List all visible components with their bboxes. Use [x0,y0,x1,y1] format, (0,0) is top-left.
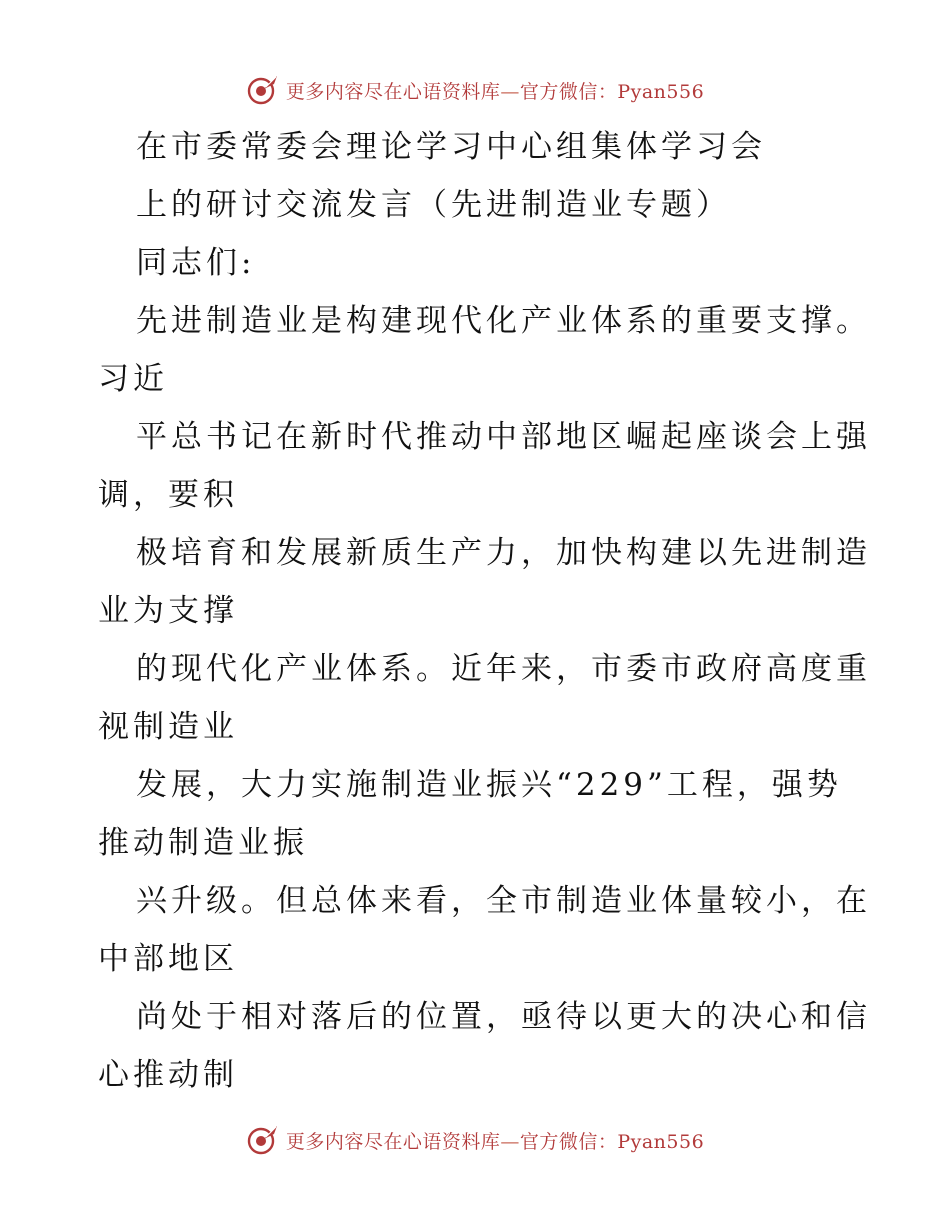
watermark-dash: — [500,80,520,103]
document-line: 上的研讨交流发言（先进制造业专题） [136,187,731,223]
watermark-main-text: 更多内容尽在心语资料库 [285,80,501,103]
document-line: 习近 [98,361,168,397]
document-line: 视制造业 [98,709,238,745]
document-line: 中部地区 [98,941,238,977]
document-line: 先进制造业是构建现代化产业体系的重要支撑。 [136,303,871,339]
document-line: 兴升级。但总体来看，全市制造业体量较小，在 [136,883,871,919]
document-body [98,118,871,1104]
watermark-main-text: 更多内容尽在心语资料库 [285,1130,501,1153]
document-line: 心推动制 [98,1057,238,1093]
document-line: 发展，大力实施制造业振兴“229”工程，强势 [136,767,842,803]
quill-pen-logo-icon [246,1123,280,1157]
document-line: 同志们: [136,245,256,281]
watermark-contact-text: 官方微信：Pyan556 [519,80,705,103]
document-line: 尚处于相对落后的位置，亟待以更大的决心和信 [136,999,871,1035]
document-line: 业为支撑 [98,593,238,629]
document-line: 极培育和发展新质生产力，加快构建以先进制造 [136,535,871,571]
watermark-contact-text: 官方微信：Pyan556 [519,1130,705,1153]
document-line: 推动制造业振 [98,825,308,861]
document-line: 调，要积 [98,477,238,513]
footer-watermark [0,1120,950,1160]
quill-pen-logo-icon [246,73,280,107]
document-line: 在市委常委会理论学习中心组集体学习会 [136,129,766,165]
watermark-dash: — [500,1130,520,1153]
document-line: 的现代化产业体系。近年来，市委市政府高度重 [136,651,871,687]
header-watermark [0,70,950,110]
document-line: 平总书记在新时代推动中部地区崛起座谈会上强 [136,419,871,455]
